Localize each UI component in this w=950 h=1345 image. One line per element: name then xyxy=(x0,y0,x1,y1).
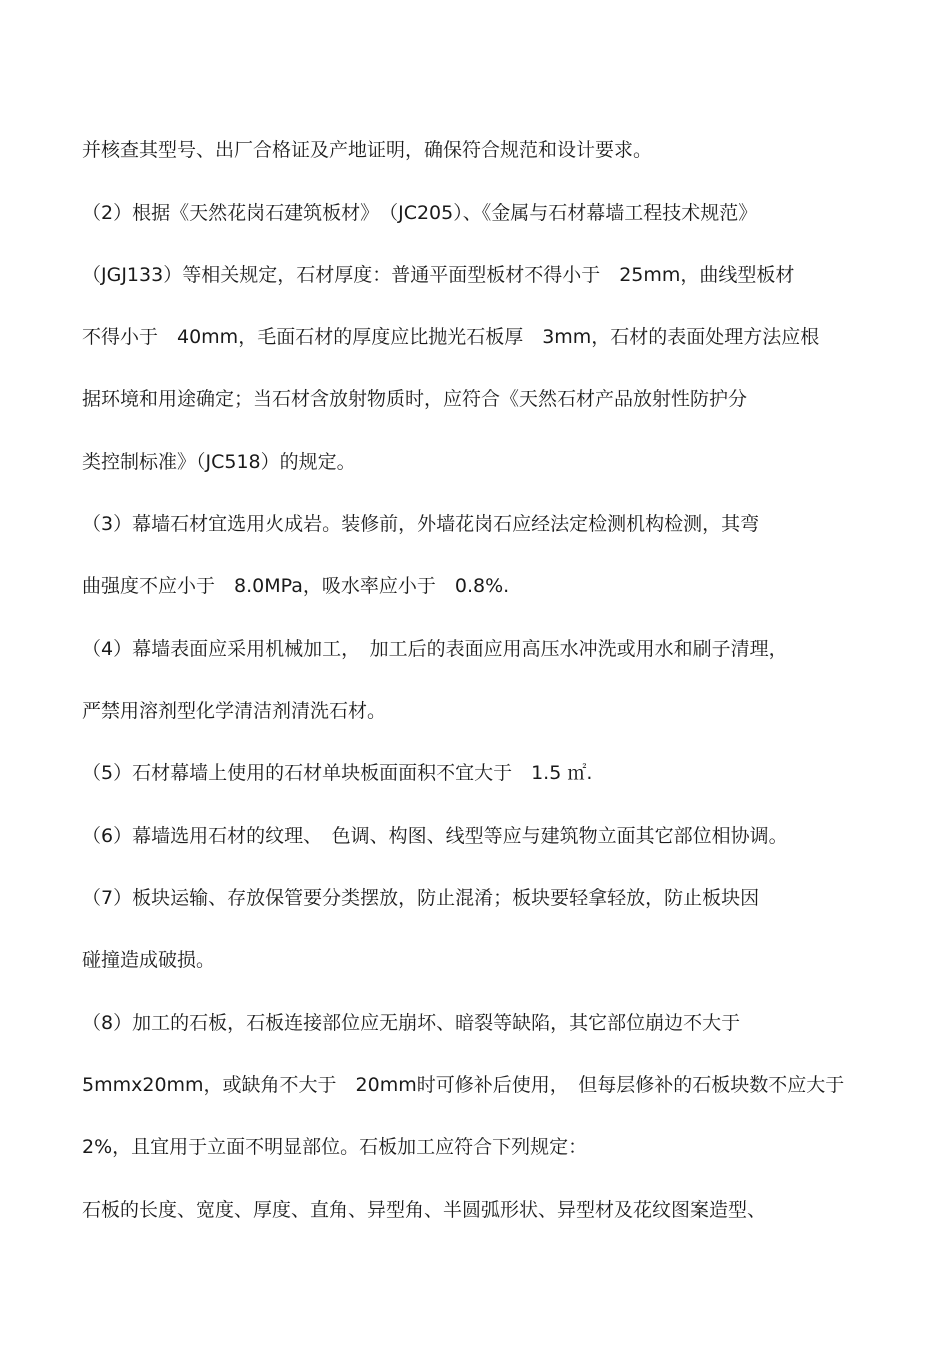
text-line: （8）加工的石板，石板连接部位应无崩坏、暗裂等缺陷，其它部位崩边不大于 xyxy=(82,1012,741,1034)
text-line: 曲强度不应小于 8.0MPa，吸水率应小于 0.8%. xyxy=(82,575,510,597)
text-line: 并核查其型号、出厂合格证及产地证明，确保符合规范和设计要求。 xyxy=(82,139,653,161)
text-line: 5mmx20mm，或缺角不大于 20mm时可修补后使用， 但每层修补的石板块数不应大于 xyxy=(82,1074,845,1096)
text-line: （5）石材幕墙上使用的石材单块板面面积不宜大于 1.5 ㎡. xyxy=(82,762,593,784)
text-line: 碰撞造成破损。 xyxy=(82,949,216,971)
text-line: （3）幕墙石材宜选用火成岩。装修前，外墙花岗石应经法定检测机构检测，其弯 xyxy=(82,513,760,535)
text-line: （4）幕墙表面应采用机械加工， 加工后的表面应用高压水冲洗或用水和刷子清理， xyxy=(82,638,788,660)
text-line: 不得小于 40mm，毛面石材的厚度应比抛光石板厚 3mm，石材的表面处理方法应根 xyxy=(82,326,820,348)
text-line: （2）根据《天然花岗石建筑板材》 （JC205）、《金属与石材幕墙工程技术规范》 xyxy=(82,202,758,224)
text-line: 据环境和用途确定；当石材含放射物质时，应符合《天然石材产品放射性防护分 xyxy=(82,388,748,410)
text-line: （6）幕墙选用石材的纹理、 色调、构图、线型等应与建筑物立面其它部位相协调。 xyxy=(82,825,788,847)
text-line: （JGJ133）等相关规定，石材厚度：普通平面型板材不得小于 25mm，曲线型板材 xyxy=(82,264,795,286)
text-line: 石板的长度、宽度、厚度、直角、异型角、半圆弧形状、异型材及花纹图案造型、 xyxy=(82,1199,767,1221)
text-line: 严禁用溶剂型化学清洁剂清洗石材。 xyxy=(82,700,387,722)
text-line: 2%，且宜用于立面不明显部位。石板加工应符合下列规定： xyxy=(82,1136,588,1158)
text-line: （7）板块运输、存放保管要分类摆放，防止混淆；板块要轻拿轻放，防止板块因 xyxy=(82,887,760,909)
text-line: 类控制标准》（JC518）的规定。 xyxy=(82,451,356,473)
